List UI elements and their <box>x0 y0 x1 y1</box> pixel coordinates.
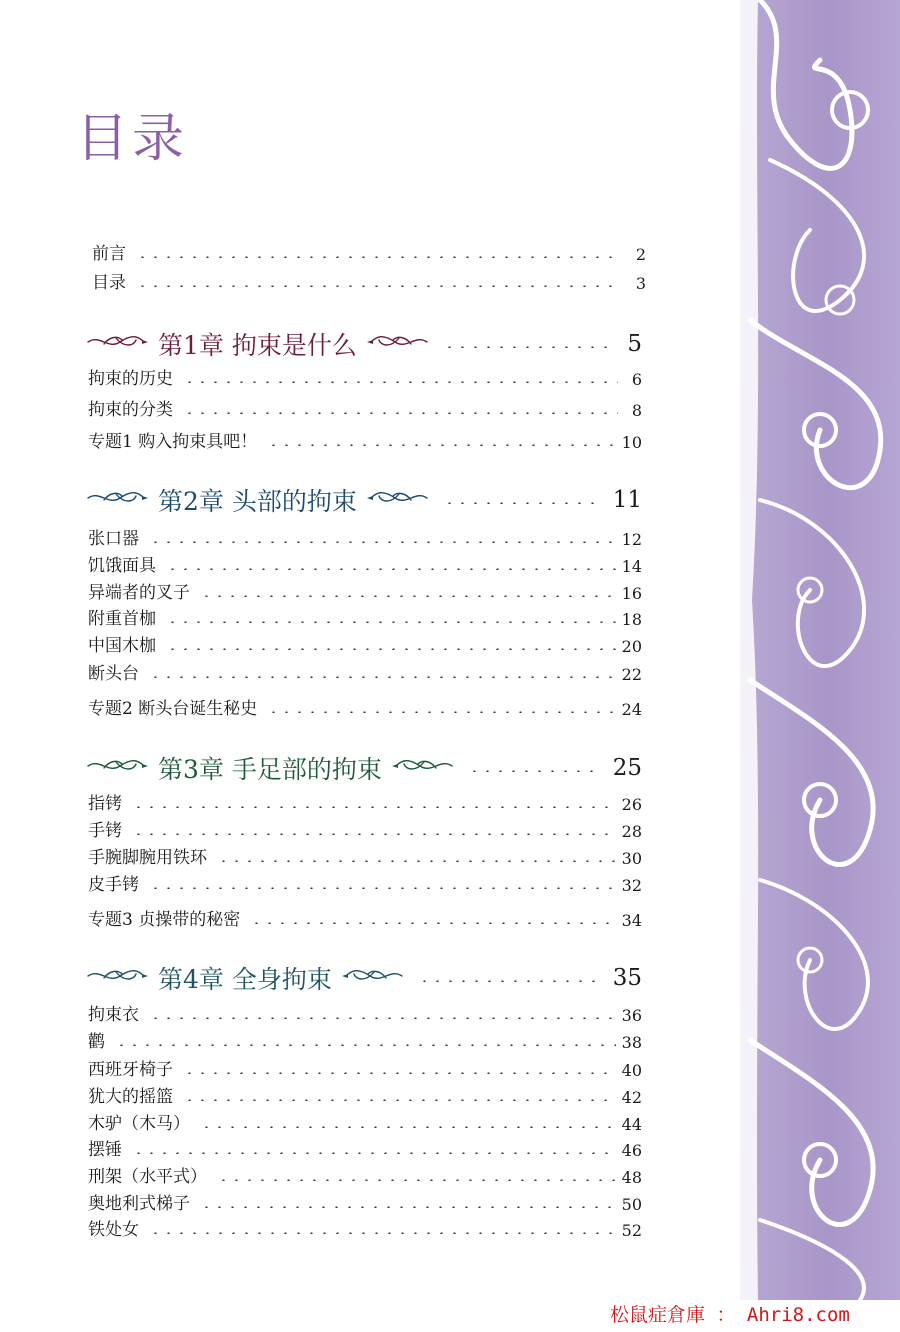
toc-entry[interactable] <box>88 1214 642 1240</box>
toc-page-number: 20 <box>621 637 642 656</box>
toc-entry[interactable] <box>88 904 642 930</box>
decorative-side-band <box>740 0 900 1300</box>
chapter-heading[interactable] <box>86 480 642 520</box>
toc-entry-label: 专题1 购入拘束具吧！ <box>88 432 258 452</box>
chapter-title: 第1章 拘束是什么 <box>158 331 357 360</box>
chapter-title: 第4章 全身拘束 <box>158 965 332 994</box>
toc-page-number: 34 <box>621 911 642 930</box>
toc-entry-label: 张口器 <box>88 529 139 549</box>
toc-page-number: 24 <box>621 700 642 719</box>
toc-entry-label: 拘束的历史 <box>88 369 173 389</box>
toc-entry[interactable] <box>88 815 642 841</box>
toc-page-number: 40 <box>621 1061 642 1080</box>
toc-page-number: 8 <box>631 401 642 420</box>
toc-entry[interactable] <box>88 630 642 656</box>
toc-entry-label: 摆锤 <box>88 1140 122 1160</box>
toc-entry[interactable] <box>92 267 646 293</box>
toc-entry-label: 铁处女 <box>88 1220 139 1240</box>
toc-entry[interactable] <box>88 788 642 814</box>
toc-entry[interactable] <box>88 577 642 603</box>
toc-page-number: 12 <box>621 530 642 549</box>
toc-entry[interactable] <box>88 658 642 684</box>
toc-entry[interactable] <box>88 363 642 389</box>
dot-leader <box>132 806 616 808</box>
toc-entry[interactable] <box>88 1188 642 1214</box>
toc-entry-label: 刑架（水平式） <box>88 1167 207 1187</box>
toc-page-number: 42 <box>621 1088 642 1107</box>
toc-page-number: 44 <box>621 1115 642 1134</box>
toc-page-number: 3 <box>635 274 646 293</box>
dot-leader <box>149 1232 616 1234</box>
toc-page-number: 32 <box>621 876 642 895</box>
toc-page-number: 50 <box>621 1195 642 1214</box>
chapter-heading[interactable] <box>86 324 642 364</box>
toc-entry-label: 拘束的分类 <box>88 400 173 420</box>
toc-entry[interactable] <box>92 238 646 264</box>
dot-leader <box>183 1099 616 1101</box>
dot-leader <box>200 1206 616 1208</box>
toc-entry-label: 附重首枷 <box>88 609 156 629</box>
toc-entry-label: 专题3 贞操带的秘密 <box>88 910 241 930</box>
dot-leader <box>166 648 616 650</box>
dot-leader <box>468 770 601 772</box>
dot-leader <box>166 621 616 623</box>
chapter-ornament-icon <box>342 966 404 990</box>
chapter-ornament-icon <box>86 756 148 780</box>
dot-leader <box>267 444 615 446</box>
toc-entry[interactable] <box>88 999 642 1025</box>
toc-page-number: 18 <box>621 610 642 629</box>
toc-page-number: 36 <box>621 1006 642 1025</box>
toc-page-number: 14 <box>621 557 642 576</box>
dot-leader <box>217 860 616 862</box>
toc-entry[interactable] <box>88 426 642 452</box>
toc-entry-label: 奥地利式梯子 <box>88 1194 190 1214</box>
toc-entry[interactable] <box>88 394 642 420</box>
toc-entry-label: 木驴（木马） <box>88 1114 190 1134</box>
toc-entry[interactable] <box>88 523 642 549</box>
toc-entry-label: 中国木枷 <box>88 636 156 656</box>
dot-leader <box>267 711 615 713</box>
chapter-heading[interactable] <box>86 958 642 998</box>
dot-leader <box>443 346 616 348</box>
toc-page-number: 38 <box>621 1033 642 1052</box>
toc-entry[interactable] <box>88 550 642 576</box>
toc-entry-label: 鹳 <box>88 1032 105 1052</box>
chapter-ornament-icon <box>86 966 148 990</box>
dot-leader <box>200 595 616 597</box>
toc-page-number: 30 <box>621 849 642 868</box>
toc-entry-label: 皮手铐 <box>88 875 139 895</box>
chapter-ornament-icon <box>86 488 148 512</box>
dot-leader <box>166 568 616 570</box>
dot-leader <box>149 1017 616 1019</box>
toc-entry-label: 前言 <box>92 244 126 264</box>
chapter-ornament-icon <box>367 488 429 512</box>
toc-entry[interactable] <box>88 693 642 719</box>
dot-leader <box>250 922 615 924</box>
dot-leader <box>217 1179 616 1181</box>
dot-leader <box>418 980 601 982</box>
toc-page-number: 16 <box>621 584 642 603</box>
toc-page-number: 28 <box>621 822 642 841</box>
toc-entry[interactable] <box>88 869 642 895</box>
toc-entry-label: 指铐 <box>88 794 122 814</box>
dot-leader <box>136 256 622 258</box>
page-title: 目录 <box>76 109 189 169</box>
site-watermark: 松鼠症倉庫 ： Ahri8.com <box>610 1304 850 1326</box>
dot-leader <box>132 833 616 835</box>
toc-entry-label: 犹大的摇篮 <box>88 1087 173 1107</box>
dot-leader <box>136 285 622 287</box>
toc-entry[interactable] <box>88 1108 642 1134</box>
toc-entry[interactable] <box>88 1081 642 1107</box>
dot-leader <box>183 1072 616 1074</box>
toc-entry-label: 饥饿面具 <box>88 556 156 576</box>
chapter-ornament-icon <box>86 332 148 356</box>
dot-leader <box>149 887 616 889</box>
toc-entry-label: 专题2 断头台诞生秘史 <box>88 699 258 719</box>
dot-leader <box>183 412 618 414</box>
dot-leader <box>132 1152 616 1154</box>
chapter-ornament-icon <box>367 332 429 356</box>
toc-page-number: 6 <box>631 370 642 389</box>
toc-entry-label: 断头台 <box>88 664 139 684</box>
toc-entry[interactable] <box>88 603 642 629</box>
toc-entry[interactable] <box>88 1026 642 1052</box>
chapter-page-number: 35 <box>612 965 642 991</box>
chapter-page-number: 25 <box>612 755 642 781</box>
toc-page-number: 46 <box>621 1141 642 1160</box>
toc-entry-label: 手腕脚腕用铁环 <box>88 848 207 868</box>
swirl-ornament-graphic <box>740 0 900 1300</box>
chapter-page-number: 11 <box>612 487 642 513</box>
dot-leader <box>149 541 616 543</box>
toc-page-number: 48 <box>621 1168 642 1187</box>
dot-leader <box>443 502 601 504</box>
toc-entry[interactable] <box>88 1161 642 1187</box>
toc-entry-label: 西班牙椅子 <box>88 1060 173 1080</box>
toc-entry-label: 拘束衣 <box>88 1005 139 1025</box>
chapter-page-number: 5 <box>627 331 642 357</box>
chapter-heading[interactable] <box>86 748 642 788</box>
toc-page-number: 10 <box>621 433 642 452</box>
toc-page-number: 22 <box>621 665 642 684</box>
chapter-title: 第2章 头部的拘束 <box>158 487 357 516</box>
toc-entry-label: 手铐 <box>88 821 122 841</box>
toc-page-number: 52 <box>621 1221 642 1240</box>
dot-leader <box>183 381 618 383</box>
toc-entry[interactable] <box>88 1134 642 1160</box>
toc-entry[interactable] <box>88 1054 642 1080</box>
chapter-ornament-icon <box>392 756 454 780</box>
dot-leader <box>149 676 616 678</box>
chapter-title: 第3章 手足部的拘束 <box>158 755 382 784</box>
dot-leader <box>115 1044 616 1046</box>
dot-leader <box>200 1126 616 1128</box>
toc-entry[interactable] <box>88 842 642 868</box>
toc-page-number: 2 <box>635 245 646 264</box>
toc-page-number: 26 <box>621 795 642 814</box>
toc-entry-label: 目录 <box>92 273 126 293</box>
toc-entry-label: 异端者的叉子 <box>88 583 190 603</box>
